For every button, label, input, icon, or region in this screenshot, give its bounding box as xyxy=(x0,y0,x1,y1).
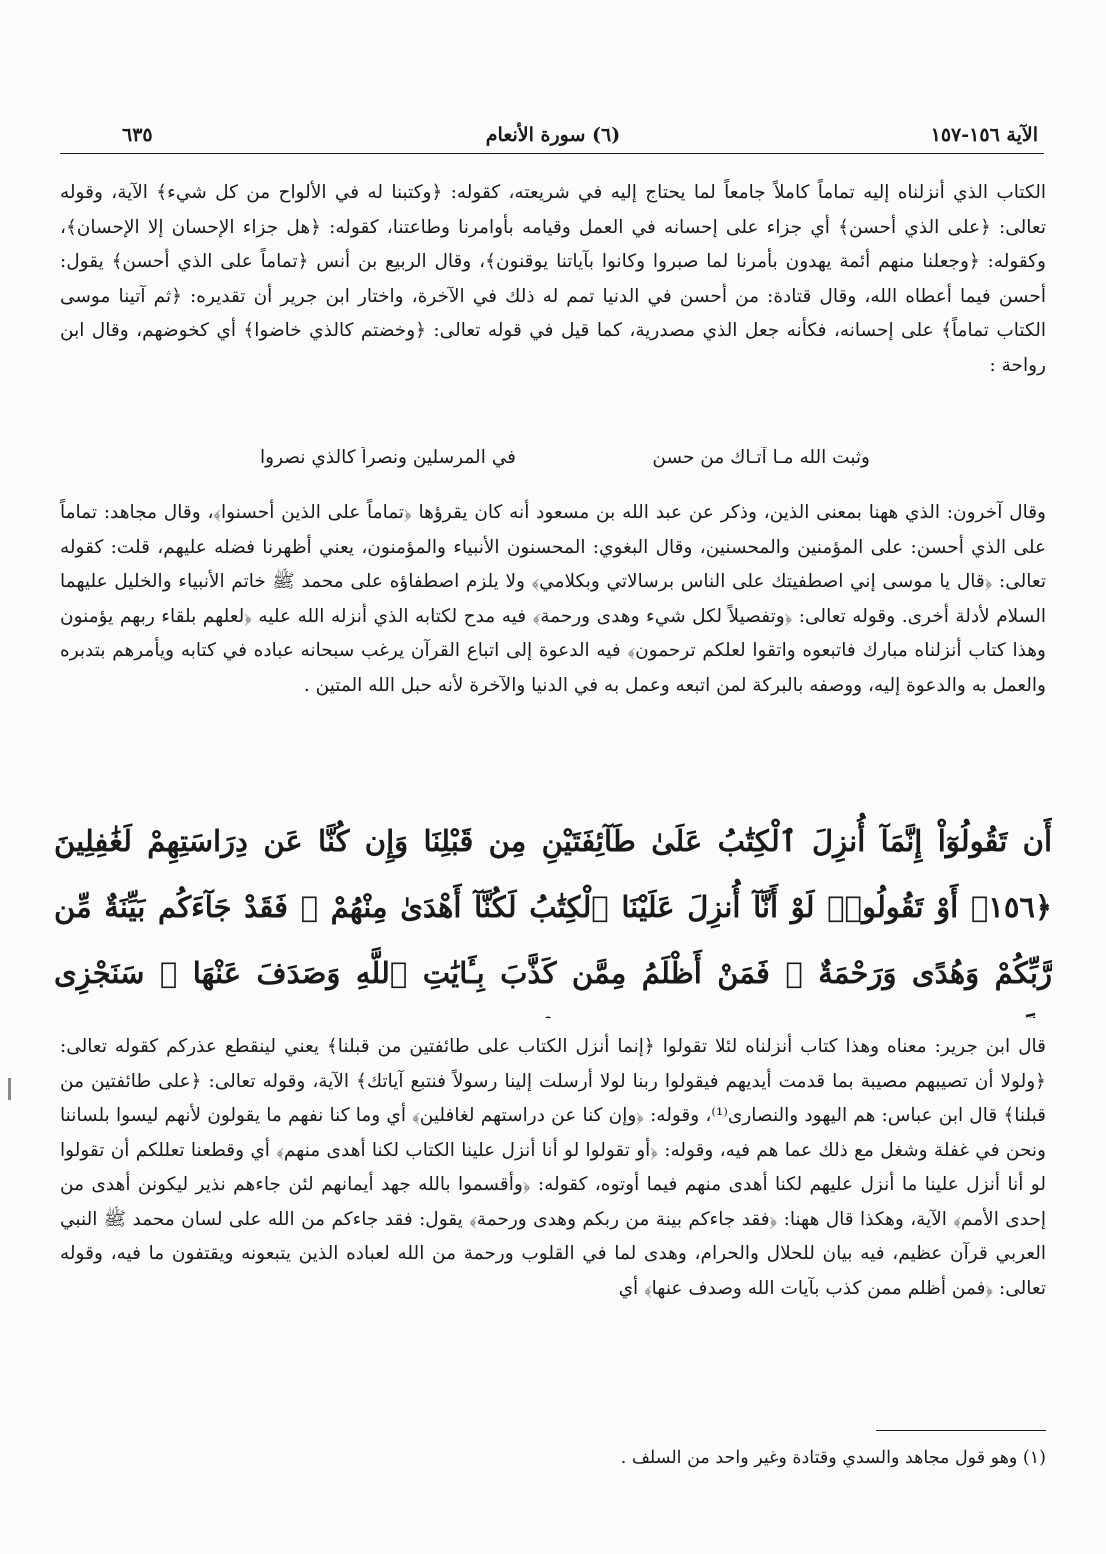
hemistich-first: وثبت الله مـا آتـاك من حسن xyxy=(652,447,870,468)
quran-verses: أَن تَقُولُوٓاْ إِنَّمَآ أُنزِلَ ٱلْكِتَٰبُ عَلَىٰ طَآئِفَتَيْنِ مِن قَبْلِنَا وَإِن كُنَّا عَن دِرَاسَتِهِمْ لَغَٰفِلِينَ ﴿١٥٦﴾ أَوْ تَقُولُوا۟ لَوْ أَنَّآ أُنزِلَ عَلَيْنَا ٱلْكِتَٰبُ لَكُنَّآ أَهْدَىٰ مِنْهُمْ ۚ فَقَدْ جَآءَكُم بَيِّنَةٌ مِّن رَّبِّكُمْ وَهُدًى وَرَحْمَةٌ ۚ فَمَنْ أَظْلَمُ مِمَّن كَذَّبَ بِـَٔايَٰتِ ٱللَّهِ وَصَدَفَ عَنْهَا ۗ سَنَجْزِى xyxy=(54,824,1052,990)
page-header xyxy=(0,118,1106,158)
commentary-block-3 xyxy=(60,1030,1046,1430)
footnote-rule xyxy=(876,1430,1046,1431)
hemistich-second: في المرسلين ونصراً كالذي نصروا xyxy=(260,447,516,468)
header-rule xyxy=(60,153,1044,154)
paragraph: الكتاب الذي أنزلناه إليه تماماً كاملاً جامعاً لما يحتاج إليه في شريعته، كقوله: ﴿وكتبنا له في الألواح من كل شيء﴾ الآية، وقوله تعالى: ﴿على الذي أحسن﴾ أي جزاء على إحسانه في العمل وقيامه بأوامرنا وطاعتنا، كقوله: ﴿هل جزاء الإحسان إلا الإحسان﴾، وكقوله: ﴿وجعلنا منهم أئمة يهدون بأمرنا لما صبروا وكانوا بآياتنا يوقنون﴾، وقال الربيع بن أنس ﴿تماماً على الذي أحسن﴾ يقول: أحسن فيما أعطاه الله، وقال قتادة: من أحسن في الدنيا تمم له ذلك في الآخرة، واختار ابن جرير أن تقديره: ﴿ثم آتينا موسى الكتاب تماماً﴾ على إحسانه، فكأنه جعل الذي مصدرية، كما قيل في قوله تعالى: ﴿وخضتم كالذي خاضوا﴾ أي كخوضهم، وقال ابن رواحة : xyxy=(60,182,1046,376)
surah-title: (٦) سورة الأنعام xyxy=(485,124,621,146)
page-number: ٦٣٥ xyxy=(122,124,153,146)
poetry-verse xyxy=(260,447,870,481)
margin-mark xyxy=(8,1078,11,1100)
verse-range: الآية ١٥٦-١٥٧ xyxy=(930,124,1038,146)
paragraph: قال ابن جرير: معناه وهذا كتاب أنزلناه لئلا تقولوا ﴿إنما أنزل الكتاب على طائفتين من قبلنا﴾ يعني لينقطع عذركم كقوله تعالى: ﴿ولولا أن تصيبهم مصيبة بما قدمت أيديهم فيقولوا ربنا لولا أرسلت إلينا رسولاً فنتبع آياتك﴾ الآية، وقوله تعالى: ﴿على طائفتين من قبلنا﴾ قال ابن عباس: هم اليهود والنصارى⁽¹⁾، وقوله: ﴿وإن كنا عن دراستهم لغافلين﴾ أي وما كنا نفهم ما يقولون لأنهم ليسوا بلساننا ونحن في غفلة وشغل مع ذلك عما هم فيه، وقوله: ﴿أو تقولوا لو أنا أنزل علينا الكتاب لكنا أهدى منهم﴾ أي وقطعنا تعللكم أن تقولوا لو أنا أنزل علينا ما أنزل عليهم لكنا أهدى منهم فيما أوتوه، كقوله: ﴿وأقسموا بالله جهد أيمانهم لئن جاءهم نذير ليكونن أهدى من إحدى الأمم﴾ الآية، وهكذا قال ههنا: ﴿فقد جاءكم بينة من ربكم وهدى ورحمة﴾ يقول: فقد جاءكم من الله على لسان محمد ﷺ النبي العربي قرآن عظيم، فيه بيان للحلال والحرام، وهدى لما في القلوب ورحمة من الله لعباده الذين يتبعونه ويقتفون ما فيه، وقوله تعالى: ﴿فمن أظلم ممن كذب بآيات الله وصدف عنها﴾ أي xyxy=(60,1036,1046,1299)
commentary-block-1 xyxy=(60,176,1046,438)
commentary-block-2 xyxy=(60,496,1046,766)
paragraph: وقال آخرون: الذي ههنا بمعنى الذين، وذكر عن عبد الله بن مسعود أنه كان يقرؤها ﴿تماماً على الذين أحسنوا﴾، وقال مجاهد: تماماً على الذي أحسن: على المؤمنين والمحسنين، وقال البغوي: المحسنون الأنبياء والمؤمنون، يعني أظهرنا فضله عليهم، قلت: كقوله تعالى: ﴿قال يا موسى إني اصطفيتك على الناس برسالاتي وبكلامي﴾ ولا يلزم اصطفاؤه على محمد ﷺ خاتم الأنبياء والخليل عليهما السلام لأدلة أخرى. وقوله تعالى: ﴿وتفصيلاً لكل شيء وهدى ورحمة﴾ فيه مدح لكتابه الذي أنزله الله عليه ﴿لعلهم بلقاء ربهم يؤمنون وهذا كتاب أنزلناه مبارك فاتبعوه واتقوا لعلكم ترحمون﴾ فيه الدعوة إلى اتباع القرآن يرغب سبحانه عباده في كتابه ويأمرهم بتدبره والعمل به والدعوة إليه، ووصفه بالبركة لمن اتبعه وعمل به في الدنيا والآخرة لأنه حبل الله المتين . xyxy=(60,502,1046,696)
footnote: (١) وهو قول مجاهد والسدي وقتادة وغير واحد من السلف . xyxy=(620,1448,1046,1468)
